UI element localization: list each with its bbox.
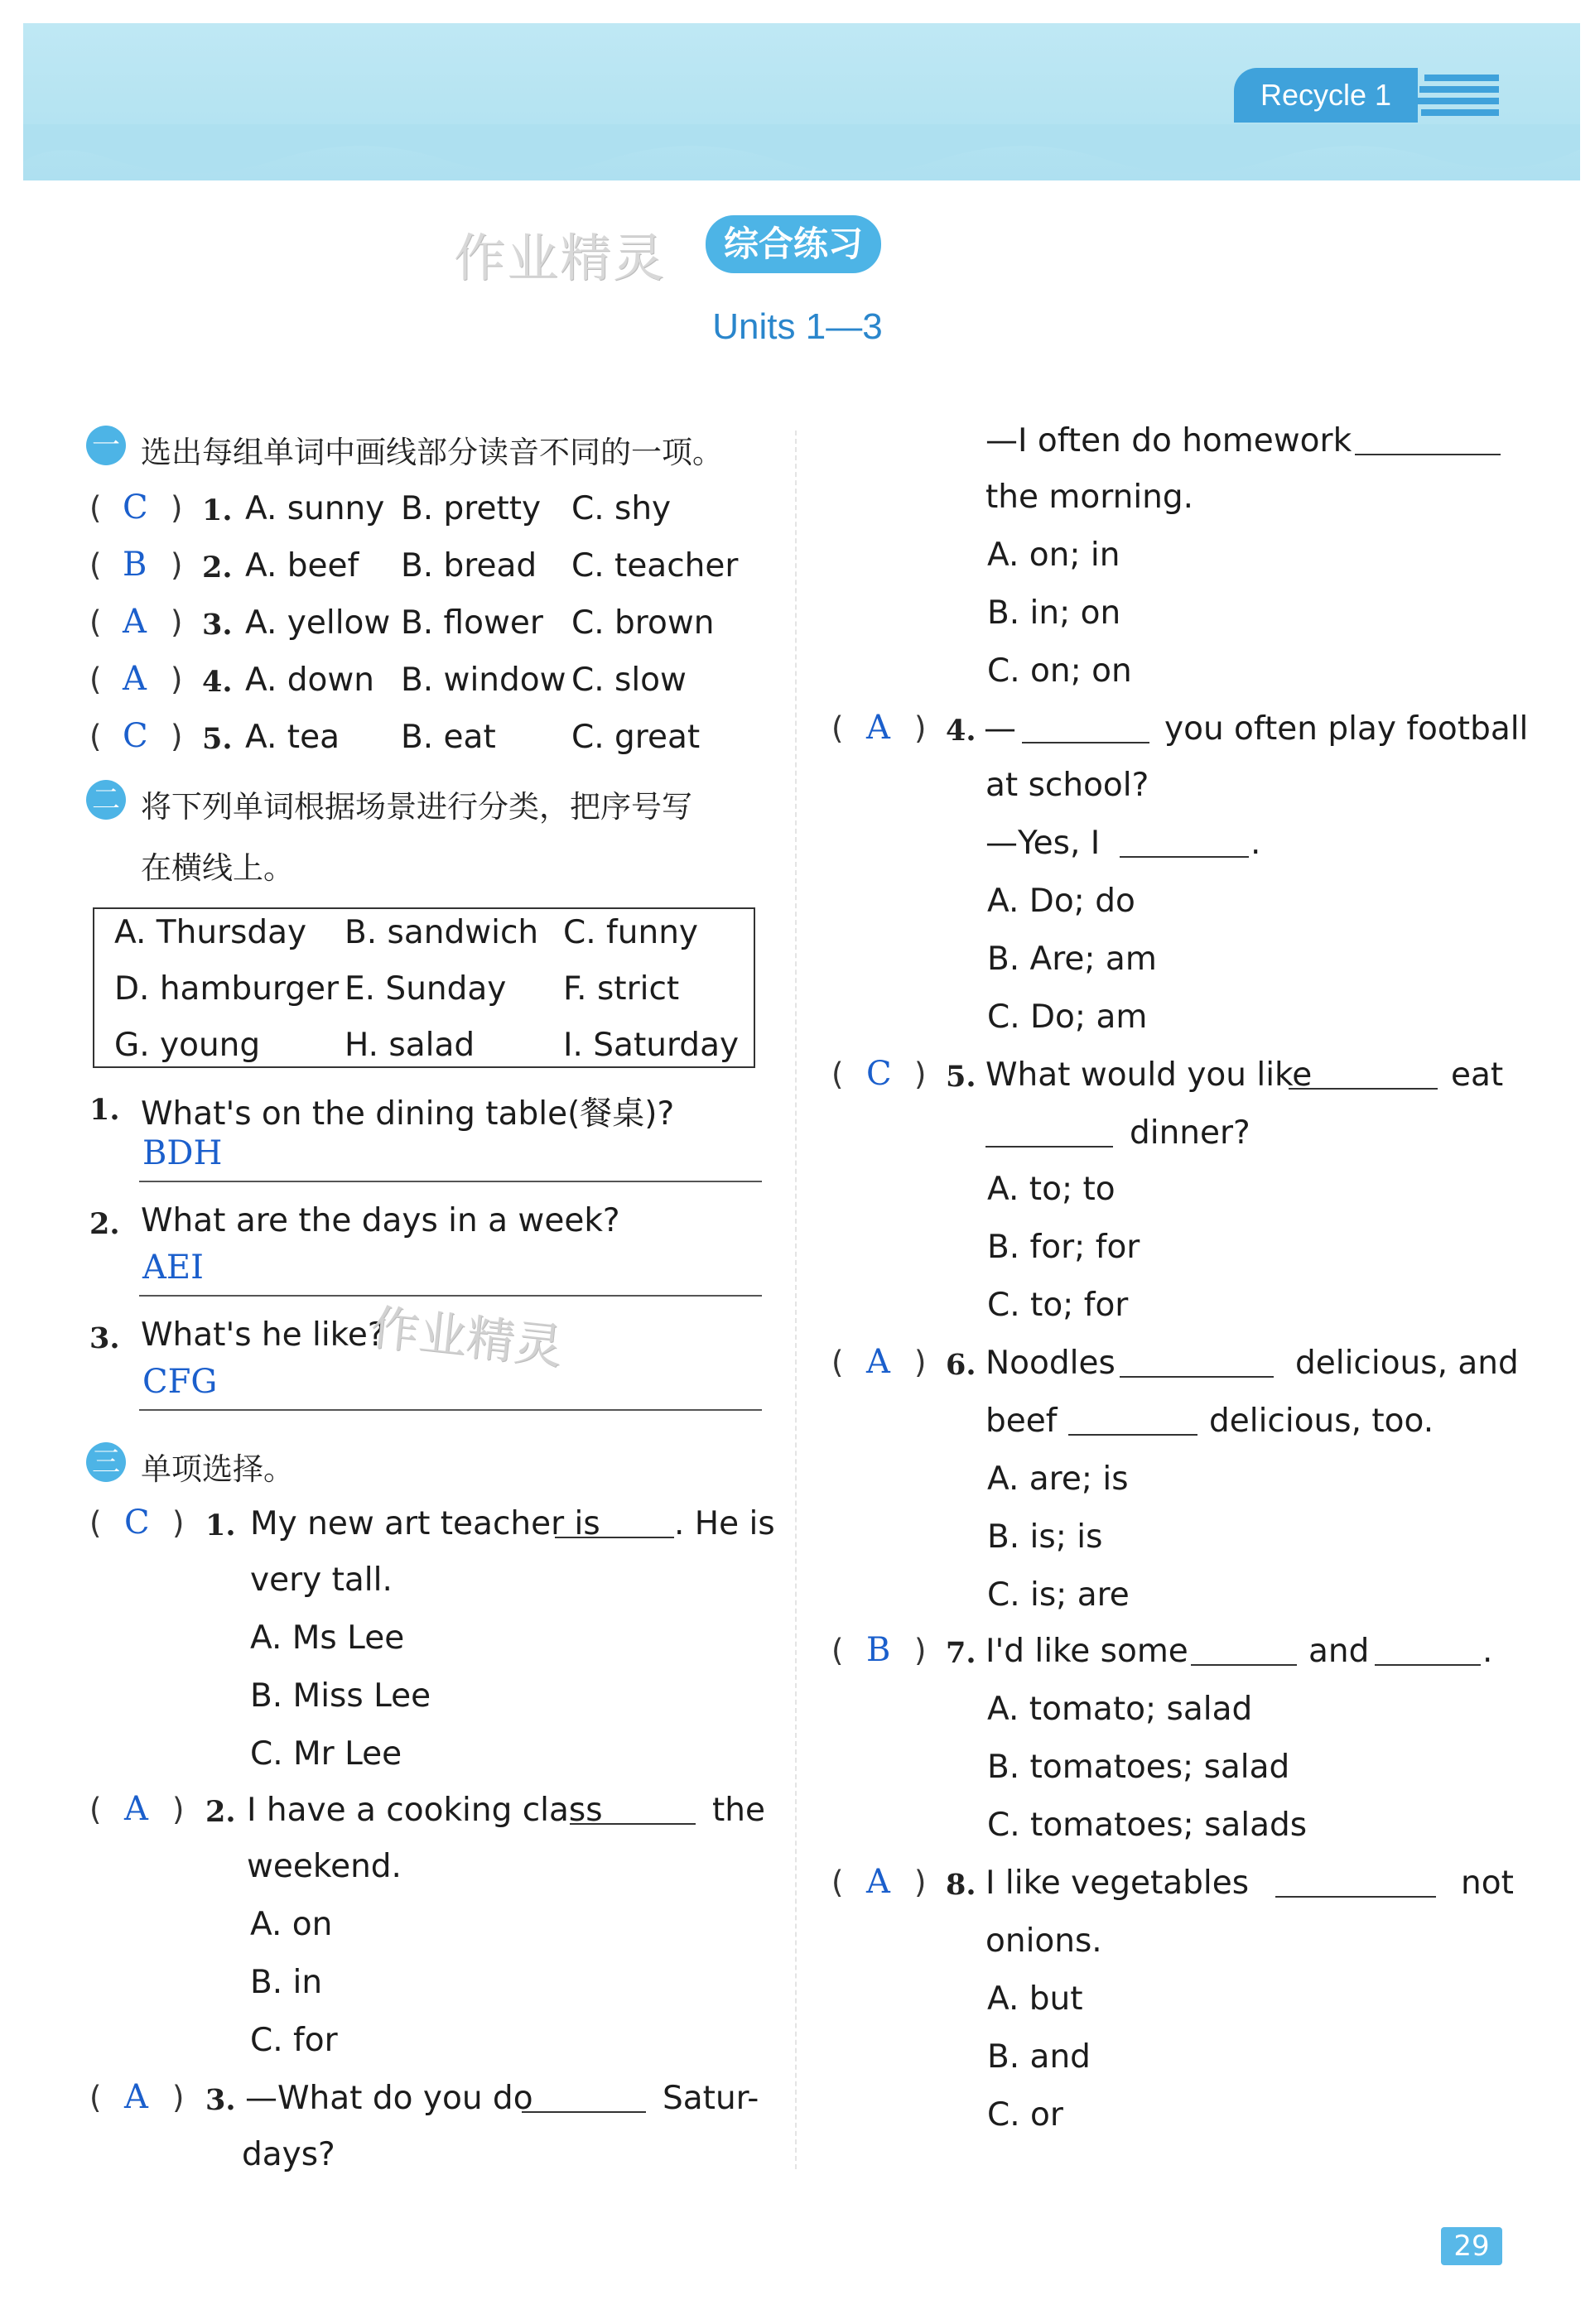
option-b: B. bread [401,547,537,585]
question-text: —Yes, I [985,825,1101,862]
question-text: and [1308,1633,1370,1670]
word-bank-item: D. hamburger [114,970,340,1008]
handwritten-answer: B [866,1631,891,1669]
handwritten-answer: C [866,1055,892,1093]
word-bank-item: C. funny [563,914,698,951]
recycle-tab: Recycle 1 [1234,68,1418,123]
word-bank-item: I. Saturday [563,1027,740,1064]
option: B. and [987,2038,1091,2076]
question-text: I like vegetables [985,1864,1250,1902]
paren-right: ) [171,490,183,526]
option: A. on [250,1906,333,1943]
option-a: A. tea [245,719,340,756]
paren-right: ) [914,1056,927,1092]
word-bank-item: E. Sunday [345,970,507,1008]
answer-line [139,1409,762,1411]
handwritten-answer: A [124,1790,148,1828]
option: B. in; on [987,594,1121,632]
paren-left: ( [89,662,102,697]
question-text: not [1461,1864,1514,1902]
option-a: A. down [245,662,375,699]
word-bank-item: A. Thursday [114,914,307,951]
handwritten-answer: A [124,2078,148,2116]
answer-blank [1191,1639,1297,1666]
paren-left: ( [89,1505,102,1541]
question-number: 3. [89,1321,120,1355]
question-text: What would you like [985,1056,1313,1094]
option-b: B. window [401,662,566,699]
answer-blank [1120,1351,1274,1378]
section-1-instruction: 选出每组单词中画线部分读音不同的一项。 [141,435,723,470]
option: C. or [987,2096,1063,2134]
question-text: I'd like some [985,1633,1188,1670]
question-text: beef [985,1403,1058,1440]
stripes-icon [1418,70,1502,123]
answer-blank [985,1121,1113,1148]
question-text: you often play football [1164,710,1529,748]
option: A. Ms Lee [250,1619,405,1657]
item-number: 5. [202,722,233,756]
option: B. tomatoes; salad [987,1749,1290,1786]
option-c: C. teacher [571,547,739,585]
paren-right: ) [172,1792,185,1827]
question-text: — [984,710,1016,748]
handwritten-answer: C [123,488,148,527]
word-bank-item: H. salad [345,1027,475,1064]
question-text: My new art teacher is [250,1505,600,1542]
question-number: 2. [89,1207,120,1241]
question-text: eat [1451,1056,1504,1094]
paren-left: ( [89,719,102,754]
question-text: —I often do homework [985,422,1352,460]
word-bank-item: G. young [114,1027,261,1064]
handwritten-answer: B [123,546,147,584]
option: C. for [250,2022,338,2059]
option: B. in [250,1964,323,2001]
question-text: delicious, and [1295,1345,1519,1382]
question-text: days? [242,2136,335,2173]
option-b: B. flower [401,604,543,642]
question-text: the [712,1792,766,1829]
section-3-badge: 三 [86,1442,126,1482]
option-c: C. brown [571,604,715,642]
handwritten-answer: A [866,1863,890,1901]
item-number: 3. [202,608,233,642]
paren-left: ( [831,1345,844,1380]
section-2-instruction-line2: 在横线上。 [141,850,294,886]
paren-right: ) [914,1633,927,1668]
paren-right: ) [172,2080,185,2115]
watermark-logo: 作业精灵 [454,228,667,288]
paren-left: ( [831,1633,844,1668]
handwritten-answer: C [123,717,148,755]
question-text: Satur- [663,2080,759,2117]
option: A. on; in [987,536,1120,574]
section-3-instruction: 单项选择。 [141,1451,294,1487]
header-wave-decoration [23,124,1580,190]
question-number: 4. [946,714,976,748]
watermark-logo: 作业精灵 [368,1299,566,1375]
question-text: onions. [985,1922,1102,1960]
question-number: 6. [946,1348,976,1382]
section-title-pill: 综合练习 [706,215,881,273]
question-number: 1. [205,1508,236,1542]
paren-right: ) [171,547,183,583]
question-text: weekend. [247,1848,402,1885]
question-text: . [1250,825,1261,862]
option: A. to; to [987,1171,1116,1208]
paren-right: ) [171,662,183,697]
question-text: What's on the dining table(餐桌)? [141,1095,675,1133]
answer-blank [570,1798,696,1825]
word-bank-item: F. strict [563,970,680,1008]
option-c: C. slow [571,662,687,699]
option: B. Miss Lee [250,1677,431,1715]
handwritten-answer: C [124,1504,150,1542]
question-number: 1. [89,1093,120,1127]
item-number: 1. [202,493,233,527]
question-text: . [1482,1633,1493,1670]
paren-left: ( [89,1792,102,1827]
answer-blank [1375,1639,1481,1666]
question-number: 5. [946,1060,976,1094]
section-1-badge: 一 [86,426,126,465]
question-text: . He is [674,1505,775,1542]
question-number: 8. [946,1868,976,1902]
option-c: C. great [571,719,701,756]
option-a: A. beef [245,547,359,585]
option: C. Do; am [987,998,1148,1036]
option: C. tomatoes; salads [987,1807,1308,1844]
option-a: A. sunny [245,490,385,527]
question-number: 7. [946,1636,976,1670]
paren-left: ( [831,1864,844,1900]
handwritten-answer: A [123,660,147,698]
question-number: 3. [205,2083,236,2117]
paren-right: ) [171,719,183,754]
paren-right: ) [914,1345,927,1380]
answer-blank [1355,429,1501,455]
word-bank-item: B. sandwich [345,914,539,951]
question-number: 2. [205,1795,236,1829]
paren-left: ( [89,604,102,640]
option: A. are; is [987,1460,1129,1498]
question-text: at school? [985,767,1149,804]
answer-line [139,1181,762,1182]
paren-right: ) [172,1505,185,1541]
question-text: What's he like? [141,1316,385,1354]
paren-left: ( [89,490,102,526]
page-number: 29 [1441,2227,1502,2265]
section-2-instruction-line1: 将下列单词根据场景进行分类，把序号写 [141,789,692,825]
option: C. Mr Lee [250,1735,402,1773]
paren-right: ) [914,710,927,746]
question-text: the morning. [985,479,1194,516]
section-2-badge: 二 [86,780,126,820]
option-c: C. shy [571,490,672,527]
question-text: dinner? [1130,1114,1250,1152]
item-number: 2. [202,551,233,585]
paren-left: ( [831,1056,844,1092]
answer-blank [1022,717,1149,743]
question-text: What are the days in a week? [141,1202,620,1239]
paren-left: ( [831,710,844,746]
answer-blank [1120,831,1249,858]
option: C. to; for [987,1287,1129,1324]
answer-blank [555,1512,674,1538]
handwritten-answer: CFG [142,1363,218,1401]
answer-blank [1275,1871,1436,1898]
paren-left: ( [89,2080,102,2115]
option-b: B. eat [401,719,496,756]
question-text: very tall. [250,1561,393,1599]
option: A. Do; do [987,883,1135,920]
answer-blank [1068,1409,1197,1436]
option: A. but [987,1980,1083,2018]
handwritten-answer: AEI [142,1249,204,1287]
option-a: A. yellow [245,604,391,642]
option-b: B. pretty [401,490,542,527]
option: B. Are; am [987,941,1157,978]
option: C. is; are [987,1576,1130,1614]
option: A. tomato; salad [987,1691,1253,1728]
question-text: —What do you do [245,2080,533,2117]
item-number: 4. [202,665,233,699]
option: C. on; on [987,652,1132,690]
handwritten-answer: A [866,709,890,747]
page-subtitle: Units 1—3 [712,306,883,347]
paren-left: ( [89,547,102,583]
handwritten-answer: BDH [142,1134,223,1172]
answer-blank [1289,1063,1438,1090]
handwritten-answer: A [866,1343,890,1381]
option: B. is; is [987,1518,1103,1556]
question-text: I have a cooking class [247,1792,603,1829]
answer-blank [522,2086,646,2113]
column-divider [795,431,797,2169]
paren-right: ) [914,1864,927,1900]
question-text: Noodles [985,1345,1116,1382]
option: B. for; for [987,1229,1140,1266]
handwritten-answer: A [123,603,147,641]
paren-right: ) [171,604,183,640]
question-text: delicious, too. [1209,1403,1434,1440]
